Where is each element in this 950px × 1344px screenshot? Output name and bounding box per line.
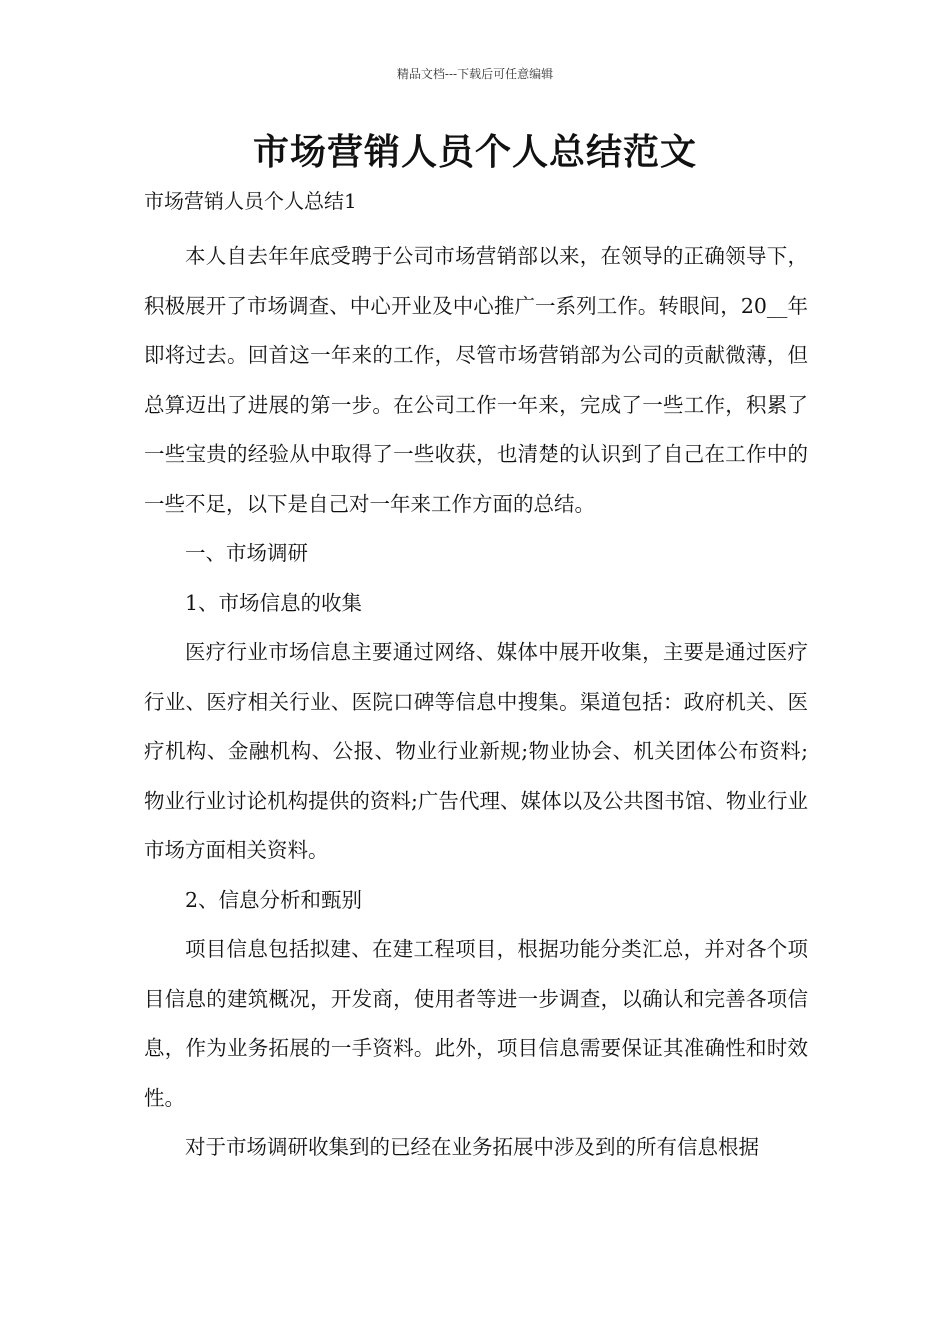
paragraph-intro: 本人自去年年底受聘于公司市场营销部以来，在领导的正确领导下，积极展开了市场调查、中心开业及中心推广一系列工作。转眼间，20__年即将过去。回首这一年来的工作，尽管市场营销部为公司的贡献微薄，但总算迈出了进展的第一步。在公司工作一年来，完成了一些工作，积累了一些宝贵的经验从中取得了一些收获，也清楚的认识到了自己在工作中的一些不足，以下是自己对一年来工作方面的总结。 xyxy=(144,244,808,516)
paragraph-project-info: 项目信息包括拟建、在建工程项目，根据功能分类汇总，并对各个项目信息的建筑概况，开发商，使用者等进一步调查，以确认和完善各项信息，作为业务拓展的一手资料。此外，项目信息需要保证其准确性和时效性。 xyxy=(144,937,808,1110)
paragraph-market-research-followup: 对于市场调研收集到的已经在业务拓展中涉及到的所有信息根据 xyxy=(185,1135,759,1159)
document-body xyxy=(144,232,808,1173)
subsection-heading-info-analysis: 2、信息分析和甄别 xyxy=(185,887,363,912)
document-subtitle: 市场营销人员个人总结1 xyxy=(144,189,357,213)
paragraph-info-collection: 医疗行业市场信息主要通过网络、媒体中展开收集，主要是通过医疗行业、医疗相关行业、医院口碑等信息中搜集。渠道包括：政府机关、医疗机构、金融机构、公报、物业行业新规;物业协会、机关团体公布资料;物业行业讨论机构提供的资料;广告代理、媒体以及公共图书馆、物业行业市场方面相关资料。 xyxy=(144,640,808,862)
subsection-heading-info-collection: 1、市场信息的收集 xyxy=(185,590,363,615)
section-heading-market-research: 一、市场调研 xyxy=(185,541,308,565)
header-note: 精品文档---下载后可任意编辑 xyxy=(396,67,554,81)
document-title: 市场营销人员个人总结范文 xyxy=(252,131,697,173)
